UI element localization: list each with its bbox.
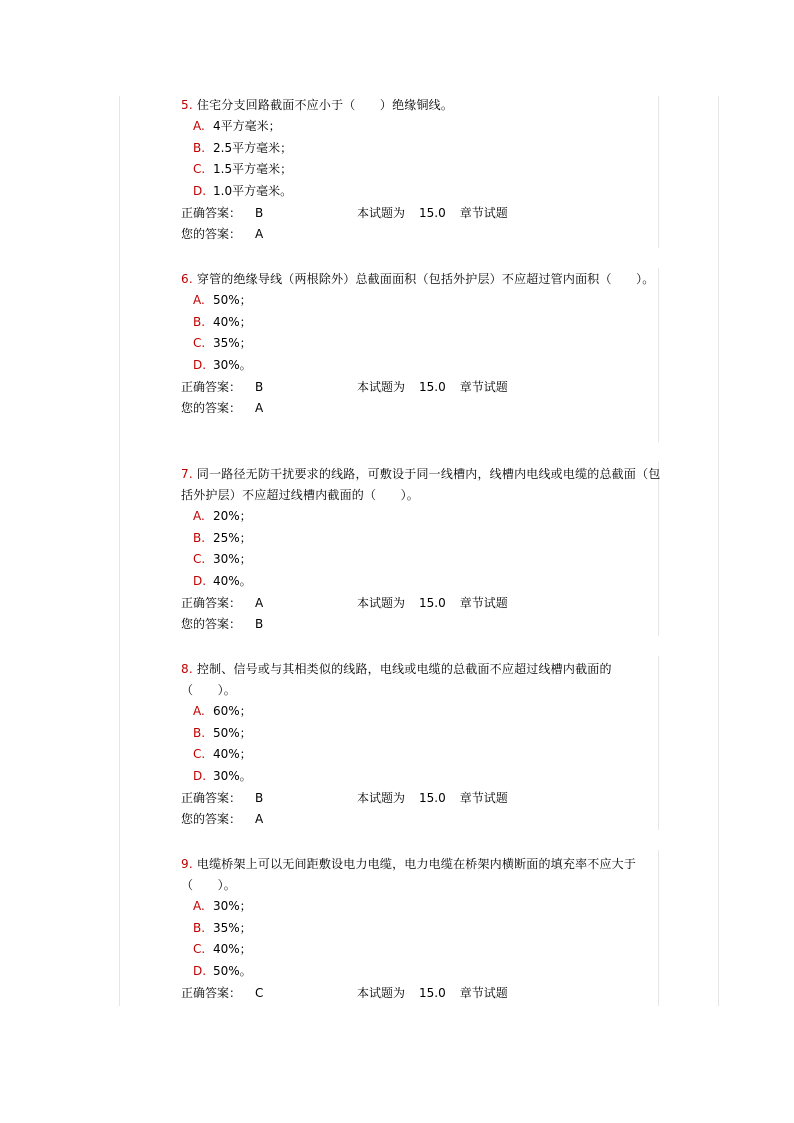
your-answer-value: A bbox=[255, 401, 264, 416]
question-text: 控制、信号或与其相类似的线路，电线或电缆的总截面不应超过线槽内截面的（ ）。 bbox=[181, 662, 612, 697]
option-a bbox=[181, 701, 661, 723]
score-info bbox=[357, 203, 522, 225]
option-text: 20%； bbox=[213, 509, 252, 523]
score-value: 15.0 bbox=[419, 379, 446, 394]
option-text: 40%； bbox=[213, 942, 252, 957]
option-letter: A. bbox=[193, 293, 205, 307]
option-b bbox=[181, 312, 661, 334]
option-text: 30%； bbox=[213, 899, 252, 913]
score-label: 本试题为 bbox=[357, 595, 406, 610]
correct-answer-row bbox=[181, 593, 661, 615]
option-a bbox=[181, 290, 661, 312]
question-text: 住宅分支回路截面不应小于（ ）绝缘铜线。 bbox=[196, 98, 454, 112]
correct-answer-label: 正确答案： bbox=[181, 790, 242, 805]
score-info bbox=[357, 593, 522, 615]
correct-answer-row bbox=[181, 788, 661, 810]
score-value: 15.0 bbox=[419, 205, 446, 220]
option-a bbox=[181, 896, 661, 918]
correct-answer-label: 正确答案： bbox=[181, 595, 242, 610]
question-text: 同一路径无防干扰要求的线路，可敷设于同一线槽内，线槽内电线或电缆的总截面（包括外护层）不应超过线槽内截面的（ ）。 bbox=[181, 467, 661, 502]
option-letter: B. bbox=[193, 920, 206, 935]
question-9 bbox=[181, 854, 661, 1004]
option-d bbox=[181, 571, 661, 593]
option-text: 30%； bbox=[213, 552, 252, 567]
option-letter: A. bbox=[193, 509, 205, 523]
correct-answer-row bbox=[181, 203, 661, 225]
question-stem bbox=[181, 269, 661, 290]
option-text: 40%； bbox=[213, 314, 252, 329]
option-letter: C. bbox=[193, 747, 206, 762]
score-label: 本试题为 bbox=[357, 379, 406, 394]
option-text: 35%； bbox=[213, 336, 252, 351]
option-text: 25%； bbox=[213, 530, 252, 545]
question-8 bbox=[181, 659, 661, 831]
option-text: 40%。 bbox=[213, 574, 252, 589]
question-stem bbox=[181, 659, 661, 701]
score-value: 15.0 bbox=[419, 790, 446, 805]
option-text: 35%； bbox=[213, 920, 252, 935]
option-c bbox=[181, 549, 661, 571]
question-stem bbox=[181, 464, 661, 506]
option-letter: B. bbox=[193, 725, 206, 740]
option-letter: D. bbox=[193, 769, 207, 784]
question-stem bbox=[181, 95, 661, 116]
score-label: 本试题为 bbox=[357, 205, 406, 220]
your-answer-label: 您的答案： bbox=[181, 227, 242, 242]
right-border-line bbox=[718, 96, 719, 1006]
option-b bbox=[181, 918, 661, 940]
option-letter: A. bbox=[193, 899, 205, 913]
question-type: 章节试题 bbox=[459, 379, 508, 394]
correct-answer-value: B bbox=[255, 205, 264, 220]
option-text: 30%。 bbox=[213, 769, 252, 784]
score-info bbox=[357, 983, 522, 1005]
correct-answer-value: C bbox=[255, 985, 264, 1000]
your-answer-value: A bbox=[255, 812, 264, 827]
score-value: 15.0 bbox=[419, 595, 446, 610]
score-info bbox=[357, 788, 522, 810]
correct-answer-value: B bbox=[255, 379, 264, 394]
option-text: 4平方毫米； bbox=[213, 119, 281, 133]
option-c bbox=[181, 744, 661, 766]
option-d bbox=[181, 355, 661, 377]
question-number: 5. bbox=[181, 98, 193, 112]
option-text: 2.5平方毫米； bbox=[213, 140, 293, 155]
option-c bbox=[181, 333, 661, 355]
your-answer-row bbox=[181, 224, 661, 246]
option-letter: C. bbox=[193, 552, 206, 567]
your-answer-label: 您的答案： bbox=[181, 812, 242, 827]
option-b bbox=[181, 138, 661, 160]
your-answer-value: B bbox=[255, 617, 264, 632]
option-letter: C. bbox=[193, 942, 206, 957]
option-text: 40%； bbox=[213, 747, 252, 762]
option-a bbox=[181, 116, 661, 138]
option-letter: C. bbox=[193, 162, 206, 177]
question-type: 章节试题 bbox=[459, 595, 508, 610]
correct-answer-row bbox=[181, 377, 661, 399]
question-number: 7. bbox=[181, 467, 193, 481]
option-letter: C. bbox=[193, 336, 206, 351]
question-5 bbox=[181, 95, 661, 246]
option-letter: D. bbox=[193, 964, 207, 979]
correct-answer-row bbox=[181, 983, 661, 1005]
option-text: 30%。 bbox=[213, 358, 252, 373]
score-label: 本试题为 bbox=[357, 790, 406, 805]
option-letter: D. bbox=[193, 358, 207, 373]
your-answer-label: 您的答案： bbox=[181, 401, 242, 416]
question-text: 穿管的绝缘导线（两根除外）总截面面积（包括外护层）不应超过管内面积（ ）。 bbox=[196, 272, 655, 286]
correct-answer-label: 正确答案： bbox=[181, 205, 242, 220]
option-d bbox=[181, 766, 661, 788]
question-type: 章节试题 bbox=[459, 790, 508, 805]
option-b bbox=[181, 528, 661, 550]
option-c bbox=[181, 939, 661, 961]
option-letter: B. bbox=[193, 530, 206, 545]
question-type: 章节试题 bbox=[459, 205, 508, 220]
your-answer-row bbox=[181, 614, 661, 636]
question-number: 9. bbox=[181, 857, 193, 871]
score-value: 15.0 bbox=[419, 985, 446, 1000]
your-answer-label: 您的答案： bbox=[181, 617, 242, 632]
option-d bbox=[181, 961, 661, 983]
option-c bbox=[181, 159, 661, 181]
question-number: 8. bbox=[181, 662, 193, 676]
option-letter: B. bbox=[193, 140, 206, 155]
question-7 bbox=[181, 464, 661, 636]
left-border-line bbox=[119, 96, 120, 1006]
option-text: 50%。 bbox=[213, 964, 252, 979]
option-a bbox=[181, 506, 661, 528]
option-letter: B. bbox=[193, 314, 206, 329]
option-b bbox=[181, 723, 661, 745]
option-text: 1.5平方毫米； bbox=[213, 162, 293, 177]
question-number: 6. bbox=[181, 272, 193, 286]
correct-answer-label: 正确答案： bbox=[181, 379, 242, 394]
option-d bbox=[181, 181, 661, 203]
question-6 bbox=[181, 269, 661, 420]
your-answer-row bbox=[181, 398, 661, 420]
option-text: 50%； bbox=[213, 725, 252, 740]
score-info bbox=[357, 377, 522, 399]
option-letter: A. bbox=[193, 119, 205, 133]
correct-answer-label: 正确答案： bbox=[181, 985, 242, 1000]
option-letter: D. bbox=[193, 574, 207, 589]
correct-answer-value: A bbox=[255, 595, 264, 610]
score-label: 本试题为 bbox=[357, 985, 406, 1000]
option-text: 60%； bbox=[213, 704, 252, 718]
option-letter: A. bbox=[193, 704, 205, 718]
your-answer-value: A bbox=[255, 227, 264, 242]
your-answer-row bbox=[181, 809, 661, 831]
option-letter: D. bbox=[193, 184, 207, 199]
option-text: 1.0平方毫米。 bbox=[213, 184, 293, 199]
question-stem bbox=[181, 854, 661, 896]
option-text: 50%； bbox=[213, 293, 252, 307]
correct-answer-value: B bbox=[255, 790, 264, 805]
question-text: 电缆桥架上可以无间距敷设电力电缆，电力电缆在桥架内横断面的填充率不应大于（ ）。 bbox=[181, 857, 637, 892]
question-type: 章节试题 bbox=[459, 985, 508, 1000]
